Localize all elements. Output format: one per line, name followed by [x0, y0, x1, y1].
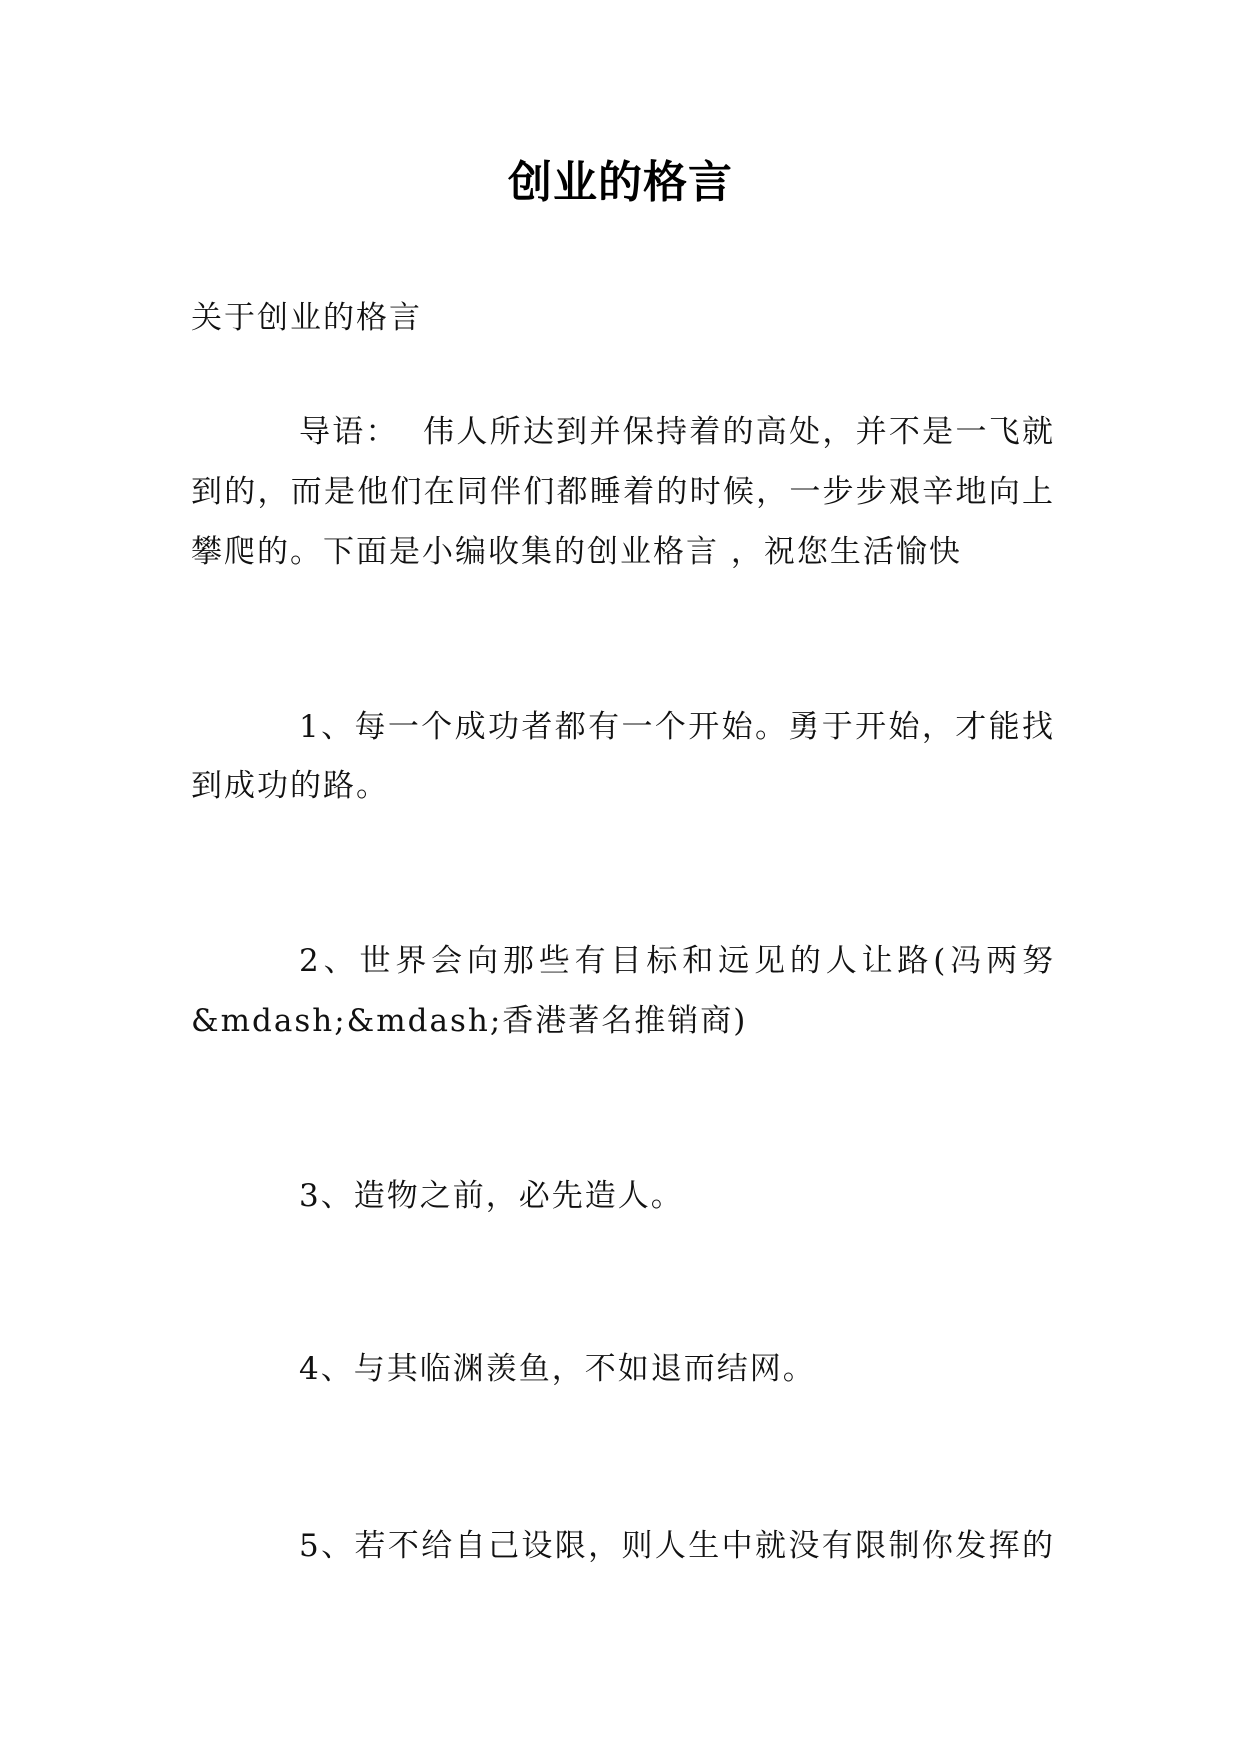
paragraph-line: 到的，而是他们在同伴们都睡着的时候，一步步艰辛地向上 — [191, 474, 1055, 510]
paragraph-line: 导语： 伟人所达到并保持着的高处，并不是一飞就 — [299, 414, 1055, 450]
paragraph-line: 2、世界会向那些有目标和远见的人让路(冯两努 — [299, 943, 1055, 979]
document-title: 创业的格言 — [508, 157, 733, 208]
paragraph-line: &mdash;&mdash;香港著名推销商) — [191, 1003, 748, 1039]
paragraph-line: 攀爬的。下面是小编收集的创业格言 ，祝您生活愉快 — [191, 534, 962, 570]
paragraph-line: 5、若不给自己设限，则人生中就没有限制你发挥的 — [299, 1528, 1055, 1564]
paragraph-line: 到成功的路。 — [191, 768, 389, 804]
paragraph-line: 1、每一个成功者都有一个开始。勇于开始，才能找 — [299, 709, 1055, 745]
paragraph-line: 4、与其临渊羡鱼，不如退而结网。 — [299, 1351, 816, 1387]
paragraph-line: 3、造物之前，必先造人。 — [299, 1178, 684, 1214]
document-subtitle: 关于创业的格言 — [191, 300, 422, 336]
